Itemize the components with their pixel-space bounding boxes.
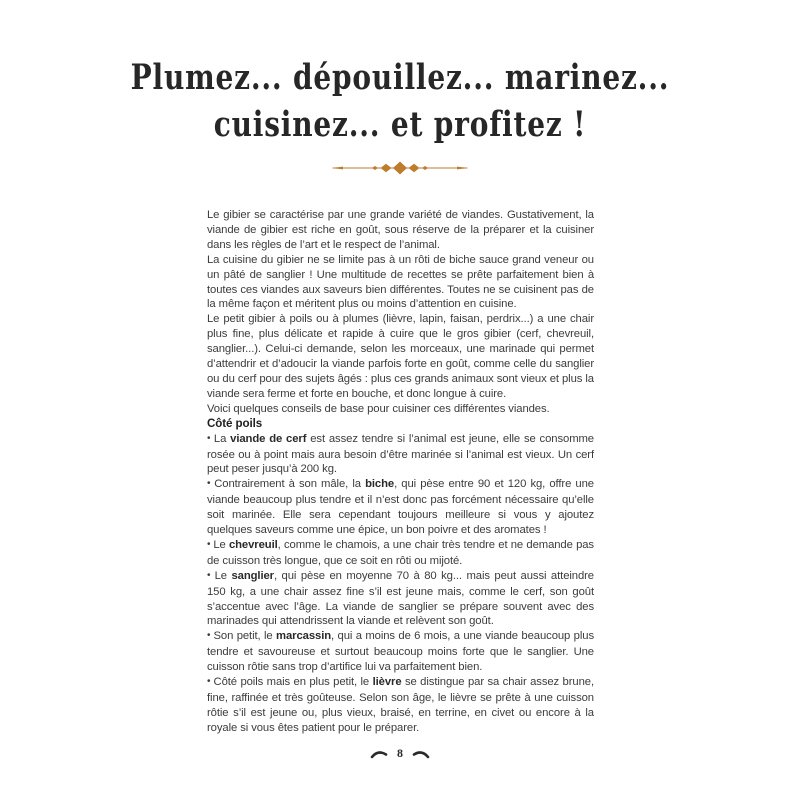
ornament-divider xyxy=(0,160,800,176)
page-title xyxy=(0,54,800,148)
page-footer xyxy=(0,746,800,761)
body-text-column xyxy=(207,208,594,736)
intro-paragraphs xyxy=(207,208,594,417)
bullet-item: • Le chevreuil, comme le chamois, a une chair très tendre et ne demande pas de cuisson très longue, que ce soit en rôti ou mijoté. xyxy=(207,538,594,569)
paragraph: Voici quelques conseils de base pour cuisiner ces différentes viandes. xyxy=(207,402,550,415)
bullet-item: • La viande de cerf est assez tendre si l’animal est jeune, elle se consomme rosée ou à point mais aura besoin d’être marinée si l’animal est vieux. Un cerf peut peser jusqu’à 200 kg. xyxy=(207,432,594,478)
page-title-line1: Plumez... dépouillez... marinez... xyxy=(130,57,670,98)
bullet-item: • Son petit, le marcassin, qui a moins de 6 mois, a une viande beaucoup plus tendre et savoureuse et surtout beaucoup moins forte que le sanglier. Une cuisson rôtie sans trop d’artifice lui va parfaitement bien. xyxy=(207,629,594,675)
right-arc-icon xyxy=(412,748,430,760)
left-arc-icon xyxy=(370,748,388,760)
diamond-divider-icon xyxy=(330,160,470,176)
bullet-item: • Le sanglier, qui pèse en moyenne 70 à 80 kg... mais peut aussi atteindre 150 kg, a une chair assez fine s’il est jeune mais, comme le cerf, son goût s’accentue avec l’âge. La viande de sanglier se prépare souvent avec des marinades qui attendrissent la viande et relèvent son goût. xyxy=(207,569,594,630)
bullet-item: • Contrairement à son mâle, la biche, qui pèse entre 90 et 120 kg, offre une viande beaucoup plus tendre et il n’est donc pas forcément nécessaire qu’elle soit marinée. Elle sera cependant toujours meilleure si vous y ajoutez quelques saveurs comme une épice, un bon poivre et des aromates ! xyxy=(207,477,594,538)
page-title-line2: cuisinez... et profitez ! xyxy=(213,104,587,145)
section-heading-cote-poils: Côté poils xyxy=(207,416,263,430)
page-number: 8 xyxy=(397,746,403,760)
bullet-list xyxy=(207,432,594,736)
paragraph: Le gibier se caractérise par une grande variété de viandes. Gustativement, la viande de gibier est riche en goût, sous réserve de la préparer et la cuisiner dans les règles de l’art et le respect de l’animal. xyxy=(207,209,594,251)
paragraph: Le petit gibier à poils ou à plumes (lièvre, lapin, faisan, perdrix...) a une chair plus fine, plus délicate et rapide à cuire que le gros gibier (cerf, chevreuil, sanglier...). Celui-ci demande, selon les morceaux, une marinade qui permet d’attendrir et d’adoucir la viande parfois forte en goût, comme celle du sanglier ou du cerf pour des sujets âgés : plus ces grands animaux sont vieux et plus la viande sera ferme et forte en bouche, et donc longue à cuire. xyxy=(207,313,594,400)
bullet-item: • Côté poils mais en plus petit, le lièvre se distingue par sa chair assez brune, fine, raffinée et très goûteuse. Selon son âge, le lièvre se prête à une cuisson rôtie s’il est jeune ou, plus vieux, braisé, en terrine, en civet ou encore à la royale si vous êtes patient pour le préparer. xyxy=(207,675,594,736)
paragraph: La cuisine du gibier ne se limite pas à un rôti de biche sauce grand veneur ou un pâté de sanglier ! Une multitude de recettes se prête parfaitement bien à toutes ces viandes aux saveurs bien différentes. Toutes ne se cuisinent pas de la même façon et méritent plus ou moins d’attention en cuisine. xyxy=(207,253,594,311)
